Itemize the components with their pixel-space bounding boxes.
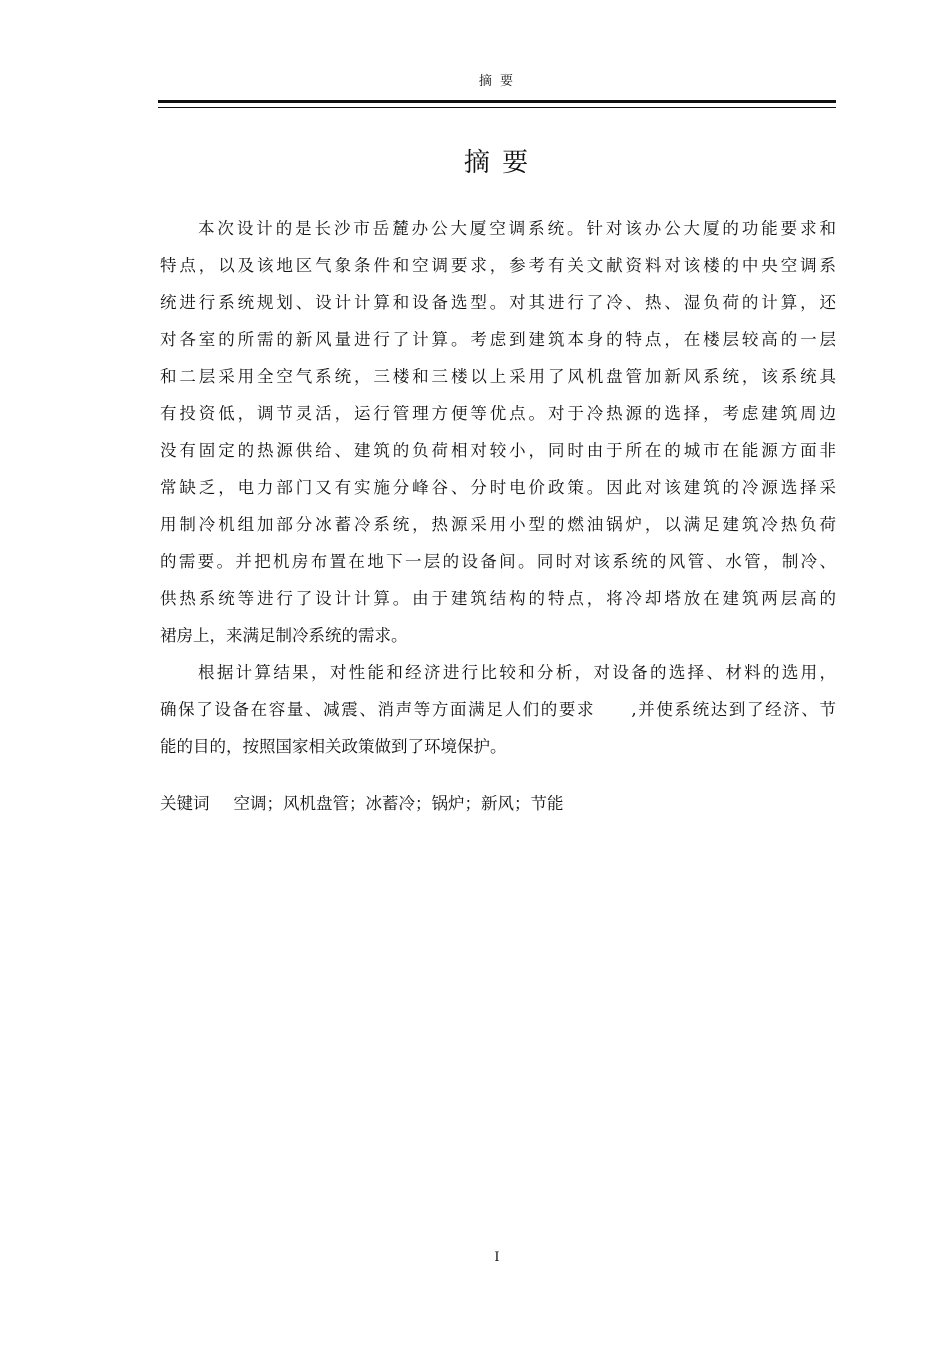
abstract-line: 用制冷机组加部分冰蓄冷系统，热源采用小型的燃油锅炉，以满足建筑冷热负荷	[160, 515, 836, 534]
keywords-values: 空调；风机盘管；冰蓄冷；锅炉；新风；节能	[233, 794, 564, 813]
header-rule-thick	[158, 100, 836, 103]
keywords-label: 关键词	[160, 794, 210, 813]
abstract-line: 没有固定的热源供给、建筑的负荷相对较小，同时由于所在的城市在能源方面非	[160, 441, 836, 460]
keywords	[160, 790, 836, 818]
abstract-line: 的需要。并把机房布置在地下一层的设备间。同时对该系统的风管、水管，制冷、	[160, 552, 836, 571]
abstract-line: 根据计算结果，对性能和经济进行比较和分析，对设备的选择、材料的选用，	[198, 663, 836, 682]
abstract-line: 确保了设备在容量、减震、消声等方面满足人们的要求 ,并使系统达到了经济、节	[160, 700, 836, 719]
abstract-line: 有投资低，调节灵活，运行管理方便等优点。对于冷热源的选择，考虑建筑周边	[160, 404, 836, 423]
abstract-line: 本次设计的是长沙市岳麓办公大厦空调系统。针对该办公大厦的功能要求和	[198, 219, 836, 238]
page-title: 摘 要	[463, 148, 531, 178]
abstract-line: 统进行系统规划、设计计算和设备选型。对其进行了冷、热、湿负荷的计算，还	[160, 293, 836, 312]
abstract-line: 能的目的，按照国家相关政策做到了环境保护。	[160, 737, 507, 756]
abstract-line: 常缺乏，电力部门又有实施分峰谷、分时电价政策。因此对该建筑的冷源选择采	[160, 478, 836, 497]
abstract-line: 特点，以及该地区气象条件和空调要求，参考有关文献资料对该楼的中央空调系	[160, 256, 836, 275]
header-rule-thin	[158, 107, 836, 108]
abstract-line: 裙房上，来满足制冷系统的需求。	[160, 626, 408, 645]
abstract-line: 对各室的所需的新风量进行了计算。考虑到建筑本身的特点，在楼层较高的一层	[160, 330, 836, 349]
page-number: I	[494, 1250, 500, 1265]
abstract-line: 和二层采用全空气系统，三楼和三楼以上采用了风机盘管加新风系统，该系统具	[160, 367, 836, 386]
running-header: 摘 要	[478, 74, 516, 89]
abstract-body	[160, 210, 836, 765]
abstract-line: 供热系统等进行了设计计算。由于建筑结构的特点，将冷却塔放在建筑两层高的	[160, 589, 836, 608]
